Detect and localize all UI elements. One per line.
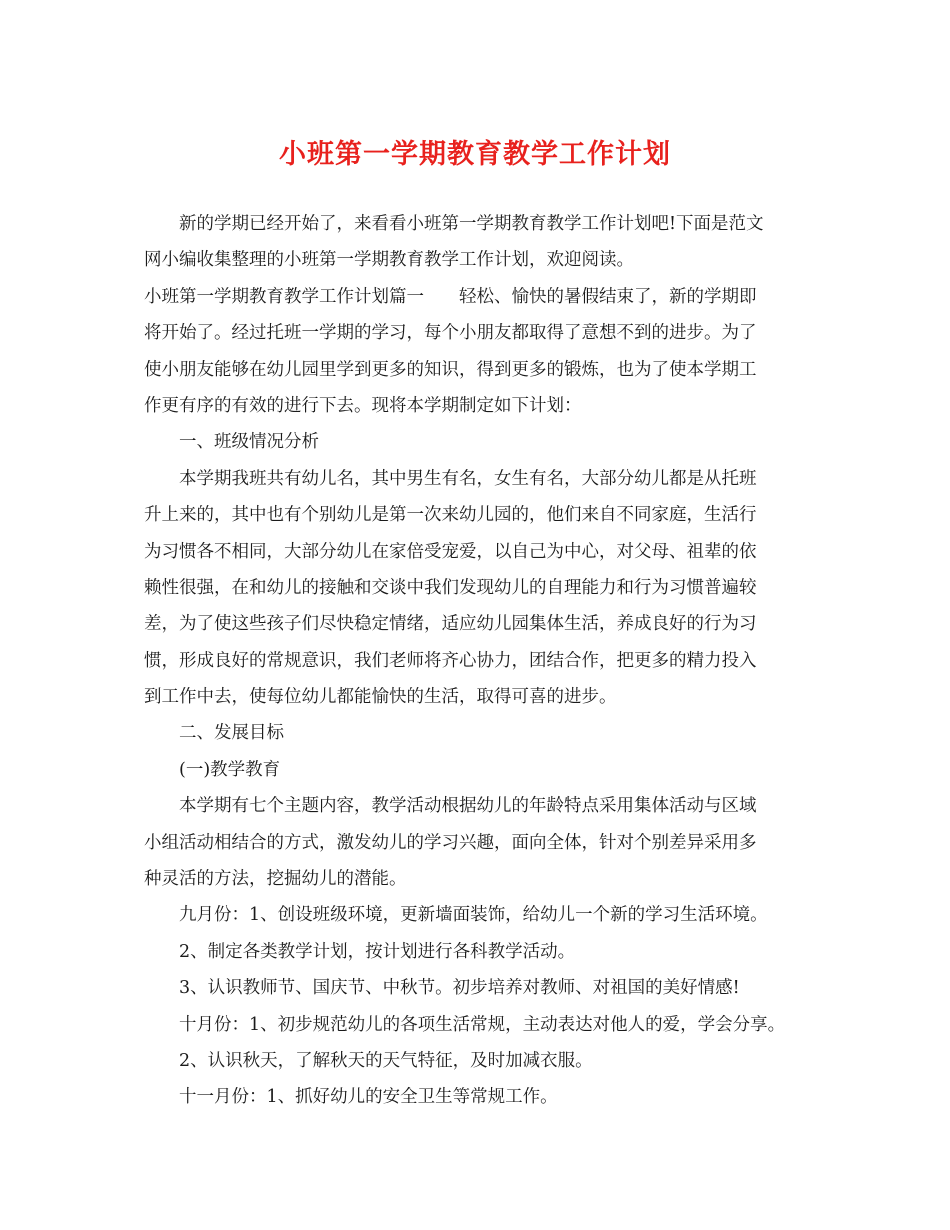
text-line: 种灵活的方法，挖掘幼儿的潜能。 [144, 869, 407, 890]
text-line: 2、认识秋天，了解秋天的天气特征，及时加减衣服。 [179, 1050, 593, 1071]
text-line: 本学期有七个主题内容，教学活动根据幼儿的年龄特点采用集体活动与区域 [179, 796, 757, 817]
text-line: 网小编收集整理的小班第一学期教育教学工作计划，欢迎阅读。 [144, 250, 634, 271]
text-line: 十一月份：1、抓好幼儿的安全卫生等常规工作。 [179, 1087, 558, 1108]
text-line: 本学期我班共有幼儿名，其中男生有名，女生有名，大部分幼儿都是从托班 [179, 468, 757, 489]
text-line: 一、班级情况分析 [179, 432, 319, 453]
text-line: 作更有序的有效的进行下去。现将本学期制定如下计划： [144, 395, 582, 416]
text-line: (一)教学教育 [179, 759, 281, 780]
text-line: 到工作中去，使每位幼儿都能愉快的生活，取得可喜的进步。 [144, 687, 617, 708]
text-line: 十月份：1、初步规范幼儿的各项生活常规，主动表达对他人的爱，学会分享。 [179, 1014, 786, 1035]
text-line: 3、认识教师节、国庆节、中秋节。初步培养对教师、对祖国的美好情感! [179, 978, 740, 999]
text-line: 小班第一学期教育教学工作计划篇一 轻松、愉快的暑假结束了，新的学期即 [144, 286, 757, 307]
text-line: 差，为了使这些孩子们尽快稳定情绪，适应幼儿园集体生活，养成良好的行为习 [144, 614, 757, 635]
text-line: 升上来的，其中也有个别幼儿是第一次来幼儿园的，他们来自不同家庭，生活行 [144, 505, 757, 526]
document-body [144, 206, 824, 1116]
text-line: 2、制定各类教学计划，按计划进行各科教学活动。 [179, 941, 576, 962]
document-title: 小班第一学期教育教学工作计划 [279, 139, 671, 170]
text-line: 使小朋友能够在幼儿园里学到更多的知识，得到更多的锻炼，也为了使本学期工 [144, 359, 757, 380]
text-line: 惯，形成良好的常规意识，我们老师将齐心协力，团结合作，把更多的精力投入 [144, 650, 757, 671]
text-line: 小组活动相结合的方式，激发幼儿的学习兴趣，面向全体，针对个别差异采用多 [144, 832, 757, 853]
text-line: 二、发展目标 [179, 723, 284, 744]
text-line: 新的学期已经开始了，来看看小班第一学期教育教学工作计划吧!下面是范文 [179, 214, 764, 234]
text-line: 将开始了。经过托班一学期的学习，每个小朋友都取得了意想不到的进步。为了 [144, 323, 757, 344]
text-line: 赖性很强，在和幼儿的接触和交谈中我们发现幼儿的自理能力和行为习惯普遍较 [144, 577, 757, 598]
text-line: 九月份：1、创设班级环境，更新墙面装饰，给幼儿一个新的学习生活环境。 [179, 905, 768, 926]
text-line: 为习惯各不相同，大部分幼儿在家倍受宠爱，以自己为中心，对父母、祖辈的依 [144, 541, 757, 562]
